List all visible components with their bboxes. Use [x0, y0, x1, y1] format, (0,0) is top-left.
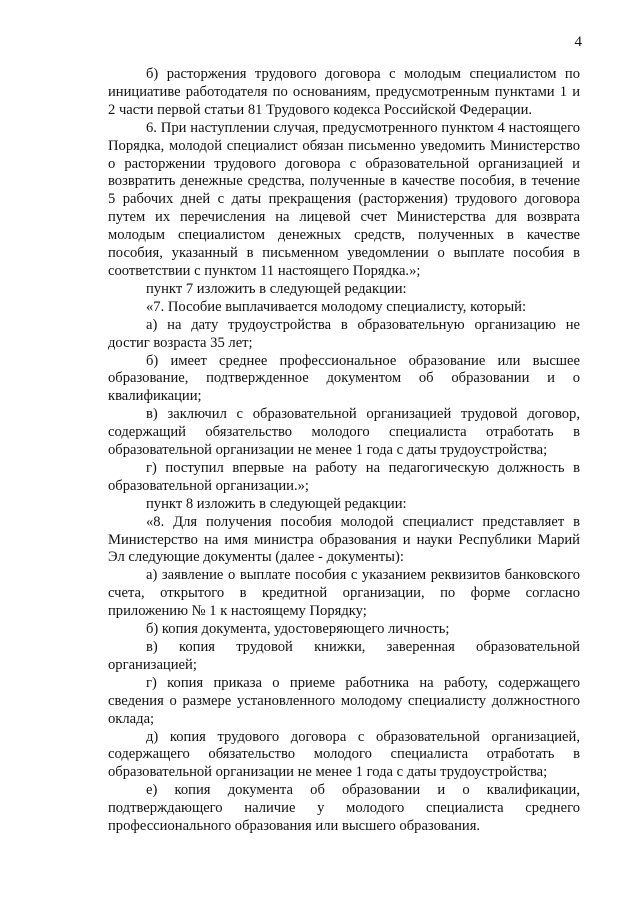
paragraph-8v: в) копия трудовой книжки, заверенная образовательной организацией;	[108, 639, 580, 673]
paragraph-8g: г) копия приказа о приеме работника на работу, содержащего сведения о размере установленного молодому специалисту должностного оклада;	[108, 674, 580, 727]
paragraph-8e: е) копия документа об образовании и о квалификации, подтверждающего наличие у молодого специалиста среднего профессионального образования или высшего образования.	[108, 782, 580, 835]
paragraph-8-intro: «8. Для получения пособия молодой специалист представляет в Министерство на имя министра образования и науки Республики Марий Эл следующие документы (далее - документы):	[108, 513, 580, 566]
paragraph-amend-point-8: пункт 8 изложить в следующей редакции:	[146, 495, 407, 512]
paragraph-7b: б) имеет среднее профессиональное образование или высшее образование, подтвержденное документом об образовании и о квалификации;	[108, 352, 580, 405]
paragraph-7-intro: «7. Пособие выплачивается молодому специалисту, который:	[146, 298, 527, 315]
paragraph-7v: в) заключил с образовательной организацией трудовой договор, содержащий обязательство молодого специалиста отработать в образовательной организации не менее 1 года с даты трудоустройства;	[108, 406, 580, 459]
paragraph-7a: а) на дату трудоустройства в образовательную организацию не достиг возраста 35 лет;	[108, 316, 580, 351]
document-body	[108, 66, 580, 836]
paragraph-7g: г) поступил впервые на работу на педагогическую должность в образовательной организации.»;	[108, 459, 580, 494]
paragraph-8b: б) копия документа, удостоверяющего личность;	[146, 621, 450, 638]
paragraph-8d: д) копия трудового договора с образовательной организацией, содержащего обязательство молодого специалиста отработать в образовательной организации не менее 1 года с даты трудоустройства;	[108, 728, 580, 781]
paragraph-amend-point-7: пункт 7 изложить в следующей редакции:	[146, 280, 407, 297]
paragraph-6-refund: 6. При наступлении случая, предусмотренного пунктом 4 настоящего Порядка, молодой специалист обязан письменно уведомить Министерство о расторжении трудового договора с образовательной организацией и возвратить денежные средства, полученные в качестве пособия, в течение 5 рабочих дней с даты прекращения (расторжения) трудового договора путем их перечисления на лицевой счет Министерства для возврата молодым специалистом денежных средств, полученных в качестве пособия, указанный в письменном уведомлении о выплате пособия в соответствии с пунктом 11 настоящего Порядка.»;	[108, 119, 580, 279]
paragraph-8a: а) заявление о выплате пособия с указанием реквизитов банковского счета, открытого в кредитной организации, по форме согласно приложению № 1 к настоящему Порядку;	[108, 567, 580, 620]
page-number: 4	[574, 34, 582, 50]
paragraph-6b-termination: б) расторжения трудового договора с молодым специалистом по инициативе работодателя по основаниям, предусмотренным пунктами 1 и 2 части первой статьи 81 Трудового кодекса Российской Федерации.	[108, 66, 580, 118]
